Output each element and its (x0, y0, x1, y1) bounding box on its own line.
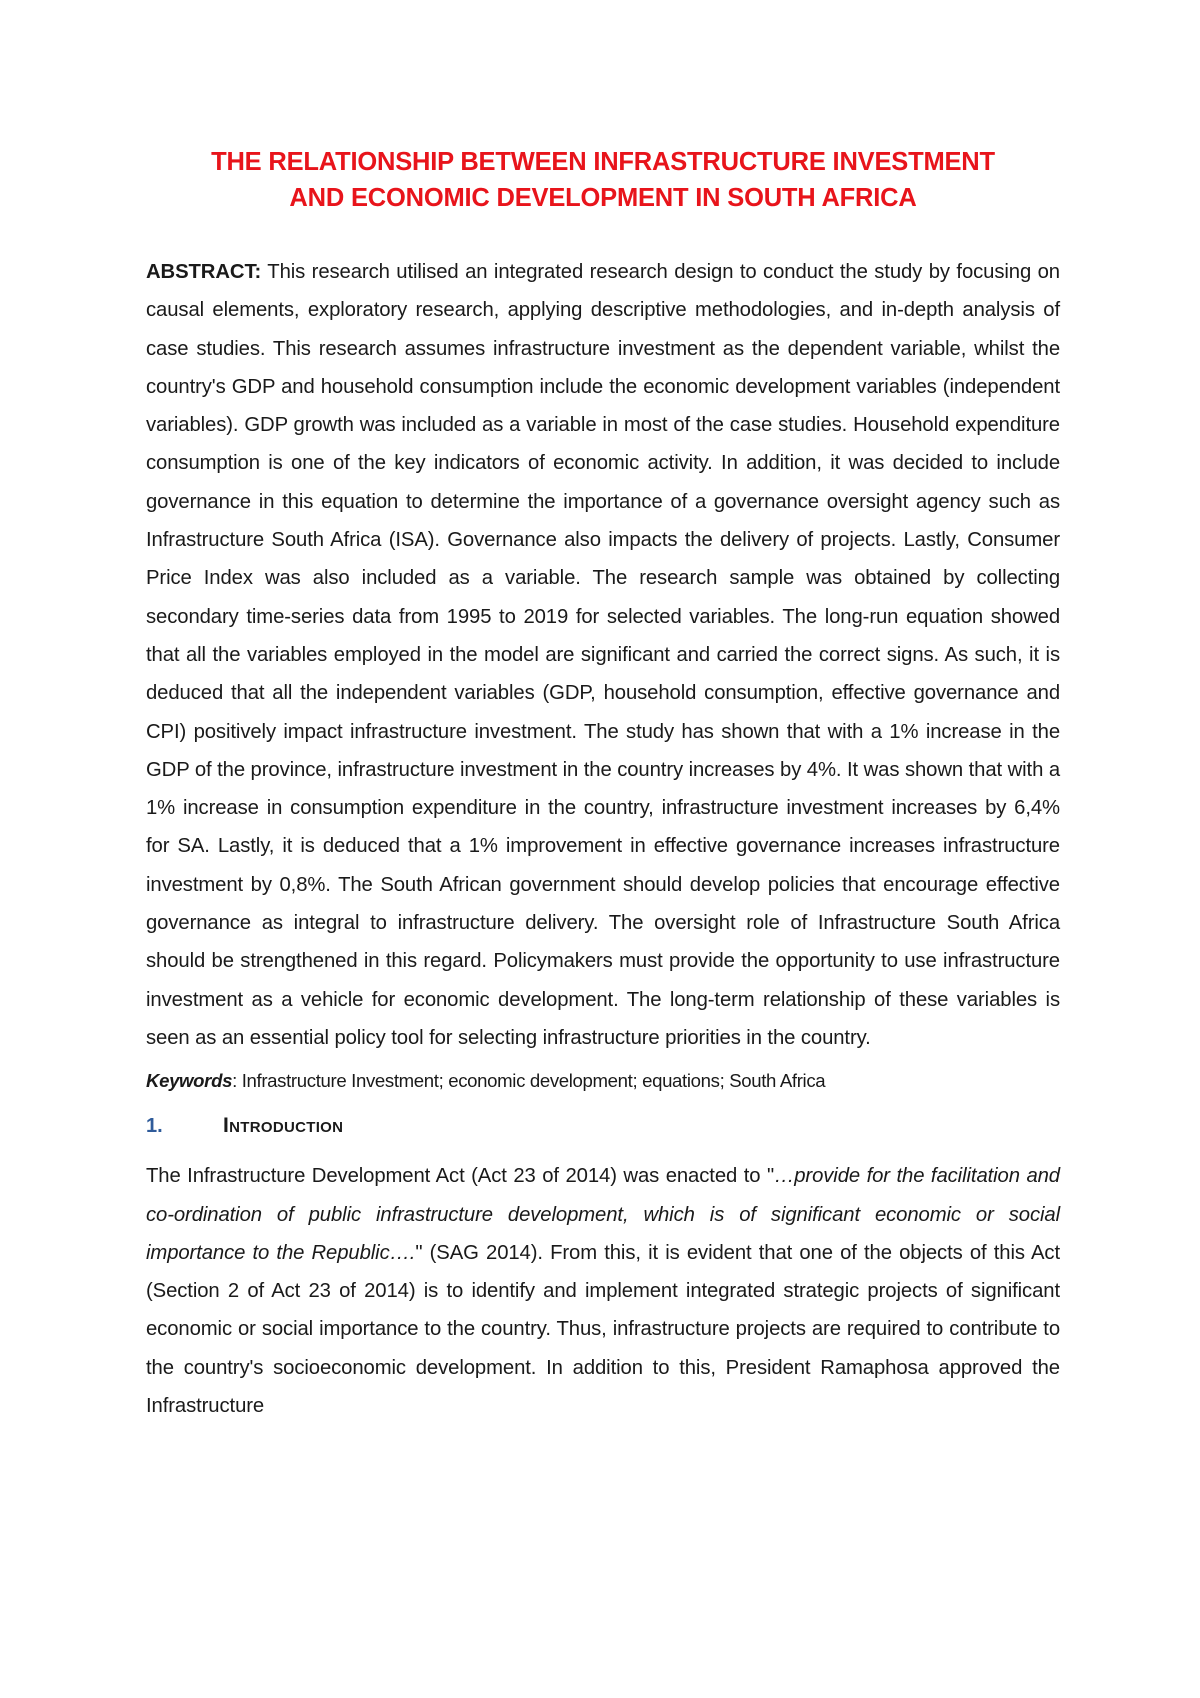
intro-quote: …provide for the facilitation and co-ordination of public infrastructure development, which is of significant economic or social importance to the Republic…. (146, 1165, 1060, 1264)
abstract-label: ABSTRACT: (146, 261, 262, 283)
abstract-text: This research utilised an integrated research design to conduct the study by focusing on causal elements, exploratory research, applying descriptive methodologies, and in-depth analysis of case studies. This research assumes infrastructure investment as the dependent variable, whilst the country's GDP and household consumption include the economic development variables (independent variables). GDP growth was included as a variable in most of the case studies. Household expenditure consumption is one of the key indicators of economic activity. In addition, it was decided to include governance in this equation to determine the importance of a governance oversight agency such as Infrastructure South Africa (ISA). Governance also impacts the delivery of projects. Lastly, Consumer Price Index was also included as a variable. The research sample was obtained by collecting secondary time-series data from 1995 to 2019 for selected variables. The long-run equation showed that all the variables employed in the model are significant and carried the correct signs. As such, it is deduced that all the independent variables (GDP, household consumption, effective governance and CPI) positively impact infrastructure investment. The study has shown that with a 1% increase in the GDP of the province, infrastructure investment in the country increases by 4%. It was shown that with a 1% increase in consumption expenditure in the country, infrastructure investment increases by 6,4% for SA. Lastly, it is deduced that a 1% improvement in effective governance increases infrastructure investment by 0,8%. The South African government should develop policies that encourage effective governance as integral to infrastructure delivery. The oversight role of Infrastructure South Africa should be strengthened in this regard. Policymakers must provide the opportunity to use infrastructure investment as a vehicle for economic development. The long-term relationship of these variables is seen as an essential policy tool for selecting infrastructure priorities in the country. (146, 261, 1060, 1049)
section-heading-introduction (146, 1109, 1060, 1143)
title-line-2: AND ECONOMIC DEVELOPMENT IN SOUTH AFRICA (289, 184, 917, 212)
section-title: Introduction (223, 1114, 344, 1138)
keywords-text: : Infrastructure Investment; economic development; equations; South Africa (232, 1070, 826, 1092)
intro-text-before: The Infrastructure Development Act (Act 23 of 2014) was enacted to " (146, 1165, 775, 1188)
section-number: 1. (146, 1114, 163, 1137)
abstract-paragraph (146, 253, 1060, 1057)
keywords-label: Keywords (146, 1070, 233, 1092)
introduction-paragraph (146, 1157, 1060, 1425)
paper-title (146, 144, 1060, 216)
keywords-line (146, 1067, 1060, 1095)
title-line-1: THE RELATIONSHIP BETWEEN INFRASTRUCTURE INVESTMENT (211, 148, 995, 176)
intro-text-after: " (SAG 2014). From this, it is evident that one of the objects of this Act (Section 2 of Act 23 of 2014) is to identify and implement integrated strategic projects of significant economic or social importance to the country. Thus, infrastructure projects are required to contribute to the country's socioeconomic development. In addition to this, President Ramaphosa approved the Infrastructure (146, 1241, 1060, 1418)
paper-page (146, 0, 1060, 1425)
